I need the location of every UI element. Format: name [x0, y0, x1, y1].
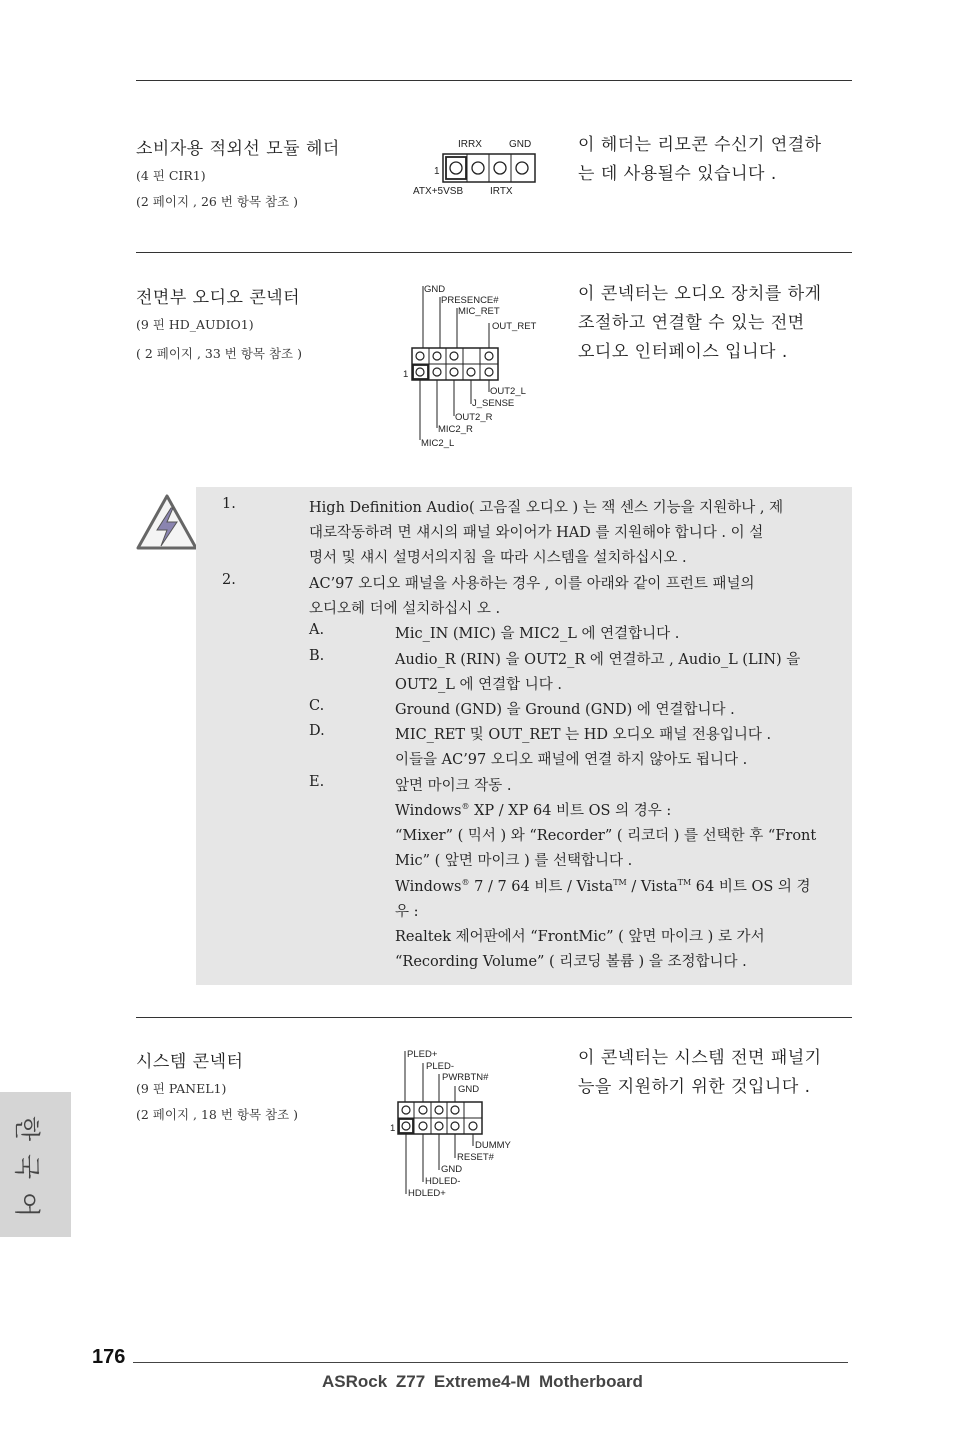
cir-desc-line: 이 헤더는 리모콘 수신기 연결하 [578, 135, 822, 155]
pin-number-1: 1 [390, 1123, 396, 1134]
sub-item-d-text: 이들을 AC’97 오디오 패널에 연결 하지 않아도 됩니다 . [395, 752, 748, 768]
pin-label-reset: RESET# [457, 1152, 494, 1163]
pin-label-pled-minus: PLED- [426, 1061, 454, 1072]
sub-item-d-text: MIC_RET 및 OUT_RET 는 HD 오디오 패널 전용입니다 . [395, 727, 772, 743]
audio-pin-count: (9 핀 HD_AUDIO1) [136, 317, 254, 332]
sub-item-a-label: A. [309, 622, 325, 638]
pin-label-dummy: DUMMY [475, 1140, 511, 1151]
panel-pin-count: (9 핀 PANEL1) [136, 1081, 227, 1096]
warning-lightning-icon [134, 490, 200, 556]
note-item-1-line: 대로작동하려 면 섀시의 패널 와이어가 HAD 를 지원해야 합니다 . 이 설 [309, 525, 764, 541]
note-item-1-line: 명서 및 섀시 설명서의지침 을 따라 시스템을 설치하십시오 . [309, 550, 687, 566]
panel-pin-diagram [388, 1044, 538, 1200]
pin-label-hdled-minus: HDLED- [425, 1176, 461, 1187]
audio-header-title: 전면부 오디오 콘넥터 [136, 288, 301, 308]
page-number: 176 [92, 1346, 126, 1368]
audio-page-ref: ( 2 페이지 , 33 번 항목 참조 ) [136, 346, 302, 361]
pin-label-hdled-plus: HDLED+ [408, 1188, 446, 1199]
pin-label-gnd-top: GND [458, 1084, 480, 1095]
cir-description [578, 131, 822, 189]
footer-rule [133, 1362, 848, 1363]
sub-item-a-text: Mic_IN (MIC) 을 MIC2_L 에 연결합니다 . [395, 626, 680, 642]
pin-label-j-sense: J_SENSE [472, 398, 515, 409]
sub-item-b-label: B. [309, 648, 325, 664]
pin-label-pled-plus: PLED+ [407, 1049, 438, 1060]
pin-label-mic2-l: MIC2_L [421, 438, 455, 449]
cir-pin [450, 162, 462, 174]
pin-label-presence: PRESENCE# [441, 295, 499, 306]
cir-pin [472, 162, 484, 174]
pin-number-1: 1 [403, 369, 409, 380]
cir-pin1-square [446, 157, 466, 179]
panel-description [578, 1044, 822, 1102]
sub-item-c-text: Ground (GND) 을 Ground (GND) 에 연결합니다 . [395, 702, 735, 718]
cir-header-title: 소비자용 적외선 모듈 헤더 [136, 139, 340, 159]
language-side-tab [0, 1092, 71, 1237]
note-item-1-line: High Definition Audio( 고음질 오디오 ) 는 잭 센스 기능을 지원하나 , 제 [309, 500, 784, 516]
note-item-2-number: 2. [222, 572, 236, 588]
sub-item-b-text: Audio_R (RIN) 을 OUT2_R 에 연결하고 , Audio_L (LIN) 을 [395, 652, 801, 668]
top-rule [136, 80, 852, 81]
pin-label-out2-r: OUT2_R [455, 412, 493, 423]
pin-number-1: 1 [434, 166, 440, 177]
audio-pin-diagram [398, 280, 553, 452]
panel-page-ref: (2 페이지 , 18 번 항목 참조 ) [136, 1107, 298, 1122]
cir-page-ref: (2 페이지 , 26 번 항목 참조 ) [136, 194, 298, 209]
section-divider [136, 252, 852, 253]
side-tab-char: 어 [11, 1191, 42, 1218]
pin-label-out-ret: OUT_RET [492, 321, 537, 332]
panel-header-title: 시스템 콘넥터 [136, 1052, 244, 1072]
sub-item-e-text: Mic” ( 앞면 마이크 ) 를 선택합니다 . [395, 853, 633, 869]
audio-desc-line: 오디오 인터페이스 입니다 . [578, 342, 788, 362]
footer-title: ASRock Z77 Extreme4-M Motherboard [322, 1372, 643, 1391]
pin-label-mic2-r: MIC2_R [438, 424, 473, 435]
sub-item-e-text: “Mixer” ( 믹서 ) 와 “Recorder” ( 리코더 ) 를 선택한 후 “Front [395, 828, 817, 844]
note-item-2-line: 오디오헤 더에 설치하십시 오 . [309, 601, 501, 617]
side-tab-char: 한 [11, 1115, 42, 1142]
panel-desc-line: 능을 지원하기 위한 것입니다 . [578, 1077, 811, 1097]
sub-item-d-label: D. [309, 723, 325, 739]
sub-item-c-label: C. [309, 698, 325, 714]
sub-item-b-text: OUT2_L 에 연결합 니다 . [395, 677, 562, 693]
cir-pin-count: (4 핀 CIR1) [136, 168, 206, 183]
note-item-1-number: 1. [222, 496, 236, 512]
sub-item-e-text: 앞면 마이크 작동 . [395, 778, 512, 794]
sub-item-e-label: E. [309, 774, 325, 790]
pin-label-mic-ret: MIC_RET [458, 306, 500, 317]
cir-pin-diagram [405, 130, 555, 202]
pin-label-gnd: GND [509, 139, 532, 150]
side-tab-char: 국 [11, 1153, 42, 1180]
pin-label-out2-l: OUT2_L [490, 386, 526, 397]
sub-item-e-text: Windows® 7 / 7 64 비트 / Vista™ / Vista™ 64 비트 OS 의 경 [395, 878, 811, 895]
sub-item-e-text: “Recording Volume” ( 리코딩 볼륨 ) 을 조정합니다 . [395, 954, 747, 970]
audio-desc-line: 조절하고 연결할 수 있는 전면 [578, 313, 805, 333]
sub-item-e-text: Windows® XP / XP 64 비트 OS 의 경우 : [395, 802, 672, 819]
pin-label-gnd: GND [424, 284, 446, 295]
sub-item-e-text: 우 : [395, 904, 419, 920]
cir-desc-line: 는 데 사용될수 있습니다 . [578, 164, 777, 184]
pin-label-irrx: IRRX [458, 139, 482, 150]
cir-pin [516, 162, 528, 174]
audio-description [578, 280, 822, 367]
note-item-2-line: AC’97 오디오 패널을 사용하는 경우 , 이를 아래와 같이 프런트 패널의 [309, 576, 755, 592]
pin-label-atx5vsb: ATX+5VSB [413, 186, 464, 197]
cir-pin [494, 162, 506, 174]
sub-item-e-text: Realtek 제어판에서 “FrontMic” ( 앞면 마이크 ) 로 가서 [395, 929, 765, 945]
panel-desc-line: 이 콘넥터는 시스템 전면 패널기 [578, 1048, 822, 1068]
audio-desc-line: 이 콘넥터는 오디오 장치를 하게 [578, 284, 822, 304]
pin-label-gnd-bottom: GND [441, 1164, 463, 1175]
pin-label-irtx: IRTX [490, 186, 513, 197]
section-divider [136, 1017, 852, 1018]
pin-label-pwrbtn: PWRBTN# [442, 1072, 489, 1083]
